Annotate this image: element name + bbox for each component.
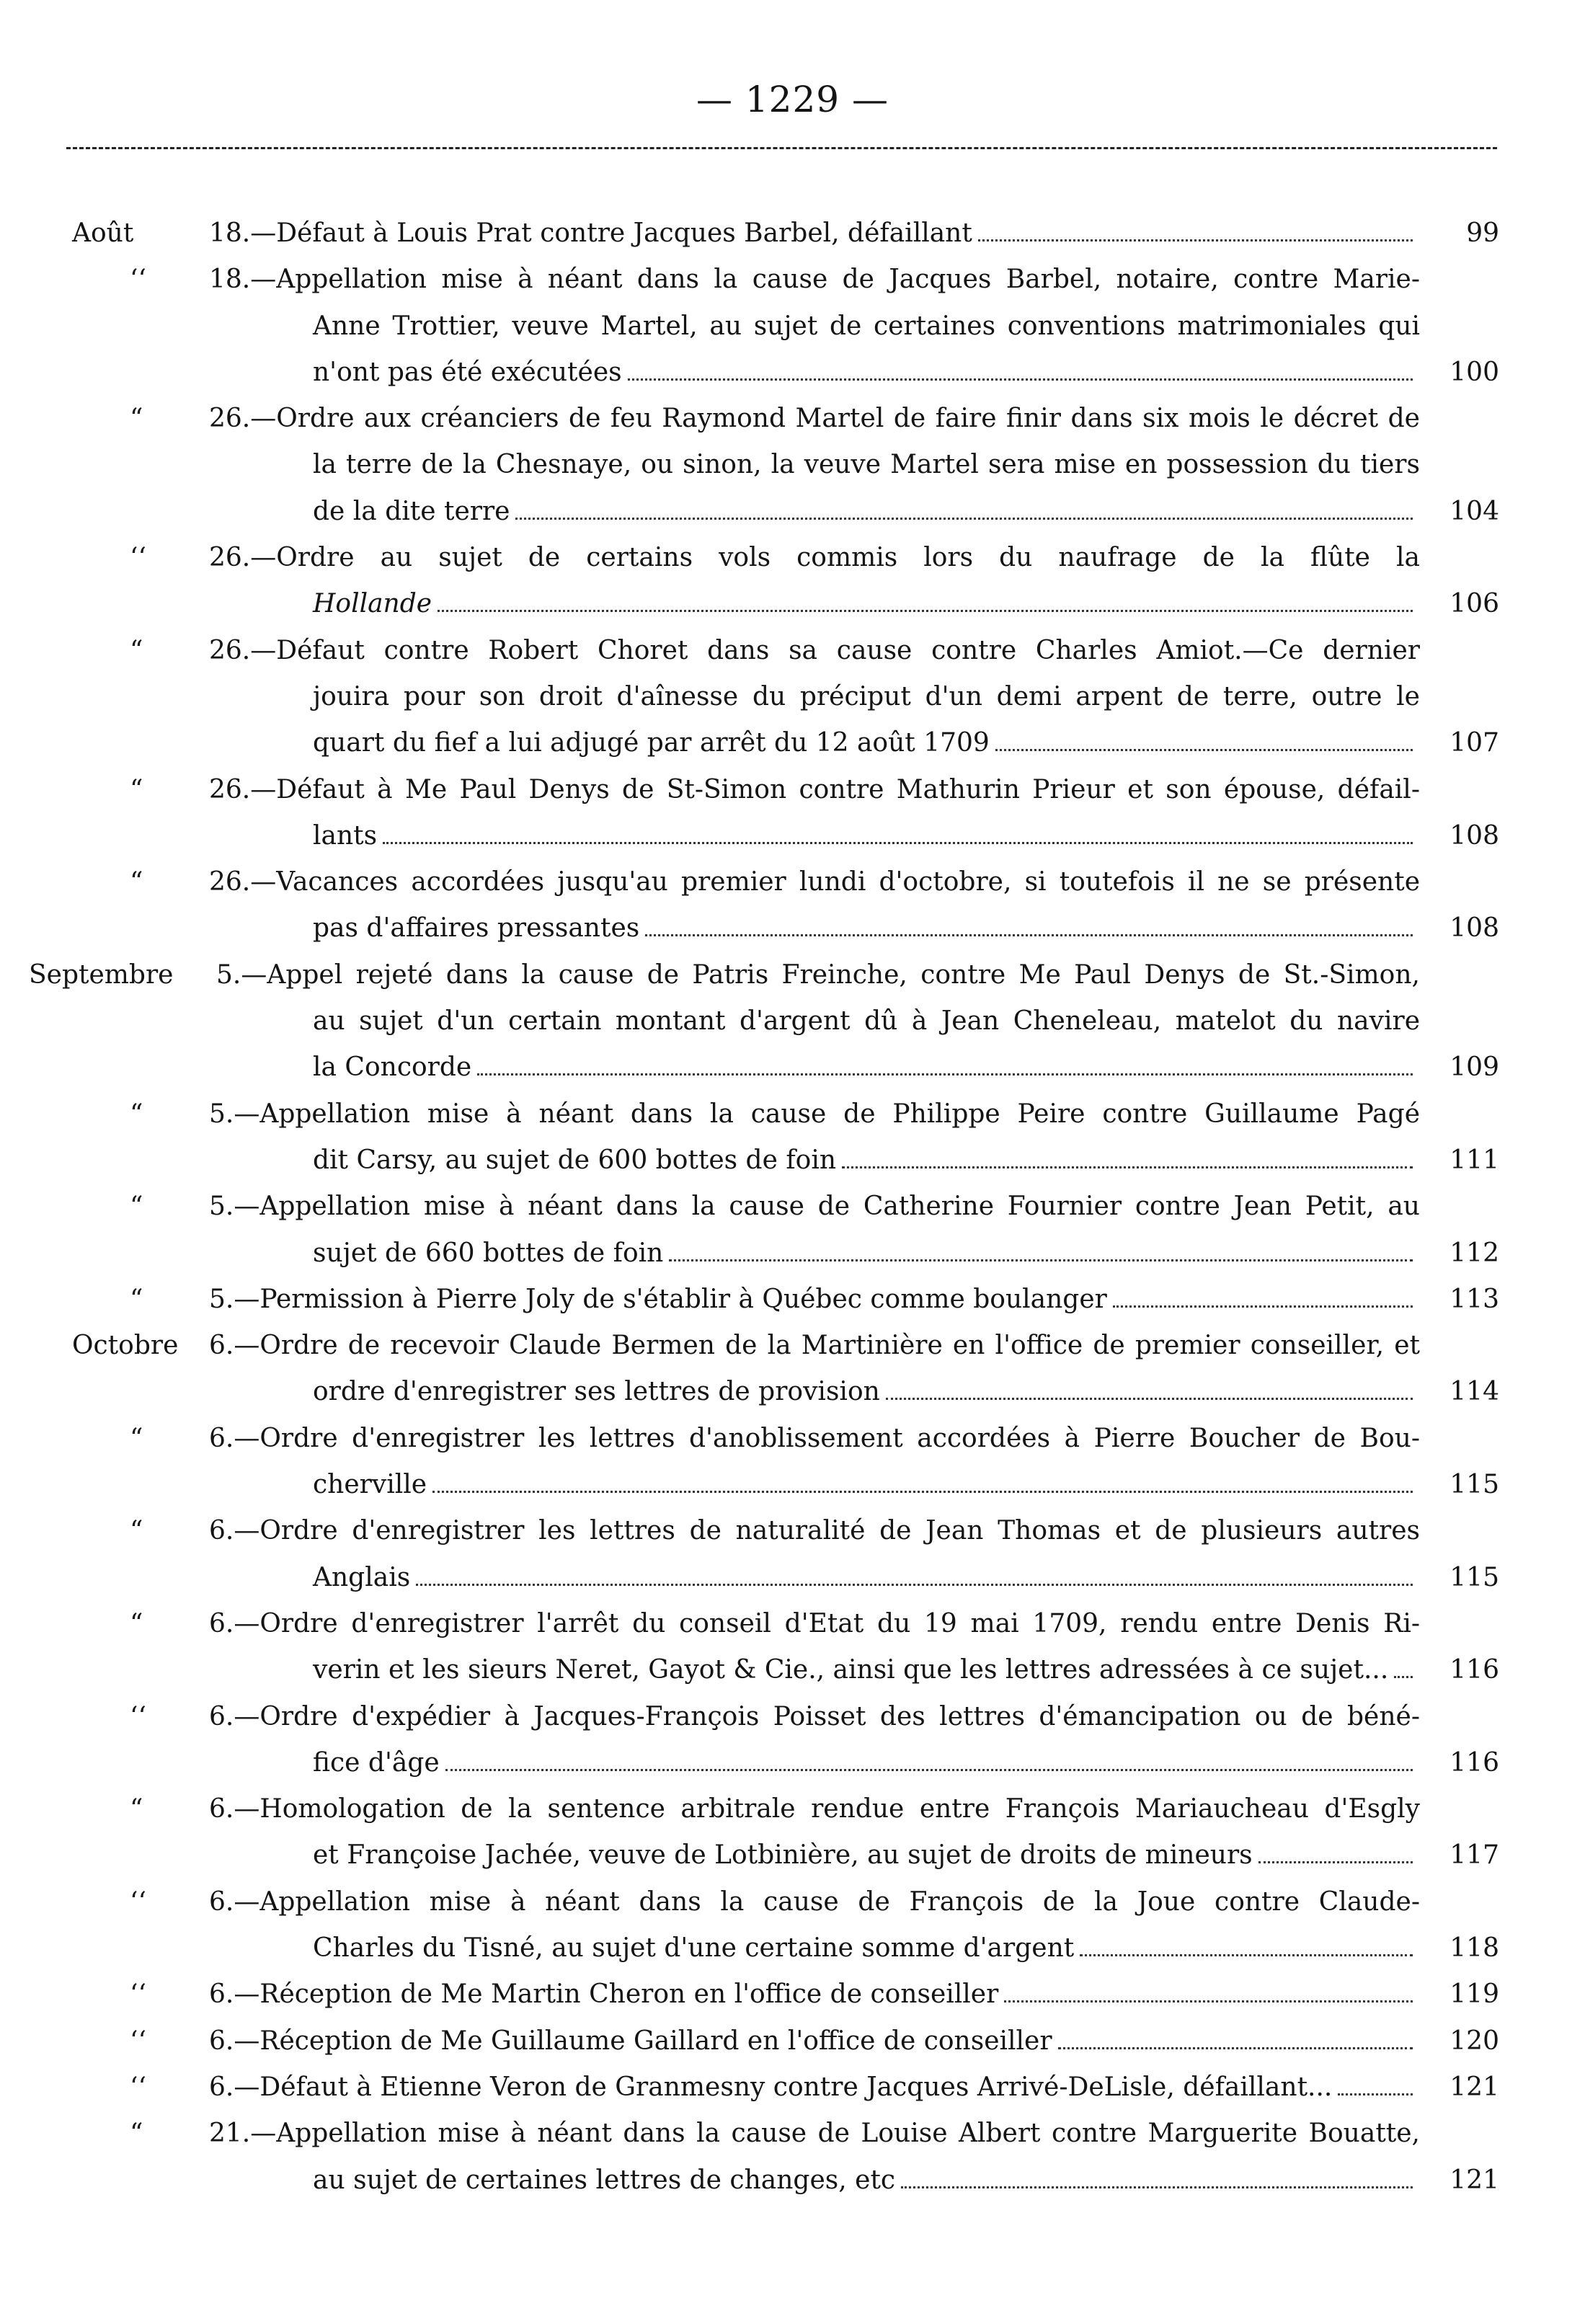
entry-text: 6.—Ordre de recevoir Claude Bermen de la Martinière en l'office de premier conseiller, et (209, 1331, 1420, 1361)
entry-text: Hollande (313, 589, 432, 619)
page-reference: 104 (1449, 496, 1499, 526)
dot-leader (978, 239, 1413, 241)
header-rule (66, 147, 1497, 149)
dot-leader (383, 842, 1413, 844)
entry-last-line (313, 1369, 1420, 1415)
ditto-mark: “ (130, 2119, 143, 2149)
entry-last-line (313, 489, 1420, 535)
dot-leader (901, 2186, 1413, 2188)
ditto-mark: “ (130, 1516, 143, 1546)
entry-text: verin et les sieurs Neret, Gayot & Cie., ainsi que les lettres adressées à ce sujet... (313, 1655, 1389, 1685)
dot-leader (1113, 1305, 1413, 1308)
ditto-mark: ‘‘ (130, 2026, 146, 2056)
entry-text: 6.—Réception de Me Guillaume Gaillard en l'office de conseiller (209, 2026, 1052, 2056)
entry-last-line (313, 1555, 1420, 1601)
dot-leader (886, 1398, 1413, 1400)
entry-text: Anglais (313, 1562, 411, 1592)
page-reference: 100 (1449, 357, 1499, 387)
entry-text: Anne Trottier, veuve Martel, au sujet de certaines conventions matrimoniales qui (313, 311, 1420, 341)
ditto-mark: ‘‘ (130, 1886, 146, 1917)
ditto-mark: ‘‘ (130, 543, 146, 573)
month-label: Octobre (72, 1331, 179, 1361)
ditto-mark: “ (130, 1284, 143, 1314)
entry-text: jouira pour son droit d'aînesse du préciput d'un demi arpent de terre, outre le (313, 681, 1420, 711)
entry-text: dit Carsy, au sujet de 600 bottes de foin (313, 1145, 837, 1175)
entry-last-line (313, 1647, 1420, 1693)
entry-text: de la dite terre (313, 496, 510, 526)
entry-last-line (313, 1832, 1420, 1879)
entry-text: 26.—Défaut contre Robert Choret dans sa cause contre Charles Amiot.—Ce dernier (209, 635, 1420, 665)
dot-leader (1080, 1954, 1413, 1956)
page-reference: 106 (1449, 589, 1499, 619)
ditto-mark: “ (130, 867, 143, 897)
month-label: Août (72, 218, 134, 248)
entry-last-line (313, 813, 1420, 859)
entry-last-line (209, 210, 1420, 257)
page-reference: 108 (1449, 913, 1499, 944)
entry-last-line (313, 1925, 1420, 1972)
entry-last-line (313, 2157, 1420, 2204)
entry-last-line (313, 1230, 1420, 1277)
month-label: Septembre (29, 959, 174, 990)
entry-text: 5.—Appellation mise à néant dans la cause de Philippe Peire contre Guillaume Pagé (209, 1099, 1420, 1129)
entry-text: la Concorde (313, 1052, 472, 1083)
page-number: — 1229 — (696, 79, 889, 120)
ditto-mark: ‘‘ (130, 1979, 146, 2010)
entry-text: au sujet de certaines lettres de changes, etc (313, 2165, 896, 2195)
dot-leader (1058, 2047, 1413, 2049)
entry-last-line (313, 1045, 1420, 1091)
entry-last-line (313, 905, 1420, 952)
dot-leader (628, 378, 1413, 381)
entry-text: sujet de 660 bottes de foin (313, 1238, 664, 1268)
dot-leader (995, 749, 1413, 751)
page-reference: 107 (1449, 728, 1499, 758)
entry-text: Charles du Tisné, au sujet d'une certaine somme d'argent (313, 1933, 1075, 1964)
entry-text: fice d'âge (313, 1747, 440, 1778)
entry-last-line (313, 581, 1420, 627)
entry-text: 26.—Ordre aux créanciers de feu Raymond Martel de faire finir dans six mois le décret de (209, 404, 1420, 434)
entry-text: 6.—Ordre d'enregistrer l'arrêt du conseil d'Etat du 19 mai 1709, rendu entre Denis Ri- (209, 1609, 1420, 1638)
entry-text: 6.—Défaut à Etienne Veron de Granmesny contre Jacques Arrivé-DeLisle, défaillant... (209, 2072, 1333, 2102)
entry-last-line (209, 1277, 1420, 1323)
entry-text: 6.—Appellation mise à néant dans la cause de François de la Joue contre Claude- (209, 1886, 1420, 1917)
dot-leader (1338, 2093, 1413, 2095)
ditto-mark: “ (130, 404, 143, 434)
ditto-mark: “ (130, 1423, 143, 1453)
entry-text: et Françoise Jachée, veuve de Lotbinière, au sujet de droits de mineurs (313, 1840, 1253, 1871)
entry-text: 18.—Appellation mise à néant dans la cause de Jacques Barbel, notaire, contre Marie- (209, 265, 1420, 295)
entry-text: 6.—Homologation de la sentence arbitrale rendue entre François Mariaucheau d'Esgly (209, 1794, 1420, 1824)
page-reference: 115 (1449, 1562, 1499, 1592)
page-reference: 121 (1449, 2165, 1499, 2195)
dot-leader (669, 1259, 1413, 1261)
dot-leader (445, 1769, 1413, 1771)
entry-last-line (209, 1972, 1420, 2018)
entry-last-line (313, 350, 1420, 396)
dot-leader (477, 1073, 1413, 1075)
ditto-mark: “ (130, 1099, 143, 1129)
dot-leader (842, 1166, 1413, 1168)
page-reference: 118 (1449, 1933, 1499, 1964)
dot-leader (438, 610, 1413, 612)
dot-leader (645, 934, 1413, 936)
entry-text: 26.—Ordre au sujet de certains vols commis lors du naufrage de la flûte la (209, 543, 1420, 573)
ditto-mark: “ (130, 774, 143, 804)
entry-text: 6.—Réception de Me Martin Cheron en l'office de conseiller (209, 1979, 999, 2010)
entry-text: 18.—Défaut à Louis Prat contre Jacques Barbel, défaillant (209, 218, 972, 248)
page-reference: 121 (1449, 2072, 1499, 2102)
entry-last-line (313, 1137, 1420, 1184)
entry-text: la terre de la Chesnaye, ou sinon, la veuve Martel sera mise en possession du tiers (313, 450, 1420, 480)
entry-text: 5.—Appel rejeté dans la cause de Patris Freinche, contre Me Paul Denys de St.-Simon, (216, 959, 1420, 990)
ditto-mark: “ (130, 1192, 143, 1222)
ditto-mark: ‘‘ (130, 2072, 146, 2102)
entry-text: 6.—Ordre d'expédier à Jacques-François Poisset des lettres d'émancipation ou de béné- (209, 1701, 1420, 1731)
entry-text: n'ont pas été exécutées (313, 357, 622, 387)
dot-leader (432, 1491, 1413, 1493)
page-reference: 99 (1466, 218, 1499, 248)
dot-leader (1394, 1676, 1413, 1678)
dot-leader (515, 518, 1413, 520)
page-reference: 116 (1449, 1655, 1499, 1685)
entry-text: au sujet d'un certain montant d'argent dû à Jean Cheneleau, matelot du navire (313, 1006, 1420, 1037)
page-reference: 109 (1449, 1052, 1499, 1083)
entry-text: pas d'affaires pressantes (313, 913, 640, 944)
page-reference: 120 (1449, 2026, 1499, 2056)
ditto-mark: “ (130, 635, 143, 665)
entry-text: cherville (313, 1470, 427, 1500)
entry-text: 5.—Appellation mise à néant dans la cause de Catherine Fournier contre Jean Petit, au (209, 1192, 1420, 1222)
entry-last-line (313, 720, 1420, 766)
dot-leader (1258, 1861, 1413, 1863)
page-reference: 119 (1449, 1979, 1499, 2010)
entry-last-line (209, 2018, 1420, 2064)
ditto-mark: “ (130, 1794, 143, 1824)
entry-text: 26.—Vacances accordées jusqu'au premier lundi d'octobre, si toutefois il ne se présente (209, 867, 1420, 897)
entry-text: quart du fief a lui adjugé par arrêt du 12 août 1709 (313, 728, 990, 758)
page-reference: 108 (1449, 820, 1499, 851)
entry-text: 6.—Ordre d'enregistrer les lettres d'anoblissement accordées à Pierre Boucher de Bou- (209, 1423, 1420, 1453)
page-reference: 117 (1449, 1840, 1499, 1871)
dot-leader (1004, 2000, 1413, 2003)
page-reference: 113 (1449, 1284, 1499, 1314)
dot-leader (416, 1584, 1413, 1586)
entry-text: lants (313, 820, 378, 851)
ditto-mark: ‘‘ (130, 265, 146, 295)
page-reference: 114 (1449, 1377, 1499, 1407)
page-reference: 116 (1449, 1747, 1499, 1778)
entry-last-line (209, 2064, 1420, 2111)
entry-text: 21.—Appellation mise à néant dans la cause de Louise Albert contre Marguerite Bouatte, (209, 2119, 1420, 2149)
entry-text: 6.—Ordre d'enregistrer les lettres de naturalité de Jean Thomas et de plusieurs autres (209, 1516, 1420, 1546)
entry-text: 5.—Permission à Pierre Joly de s'établir à Québec comme boulanger (209, 1284, 1107, 1314)
entry-last-line (313, 1462, 1420, 1508)
entry-last-line (313, 1740, 1420, 1786)
entry-text: ordre d'enregistrer ses lettres de provision (313, 1377, 880, 1407)
page-reference: 111 (1449, 1145, 1499, 1175)
page-reference: 115 (1449, 1470, 1499, 1500)
page-reference: 112 (1449, 1238, 1499, 1268)
ditto-mark: “ (130, 1609, 143, 1638)
ditto-mark: ‘‘ (130, 1701, 146, 1731)
entry-text: 26.—Défaut à Me Paul Denys de St-Simon contre Mathurin Prieur et son épouse, défail- (209, 774, 1420, 804)
